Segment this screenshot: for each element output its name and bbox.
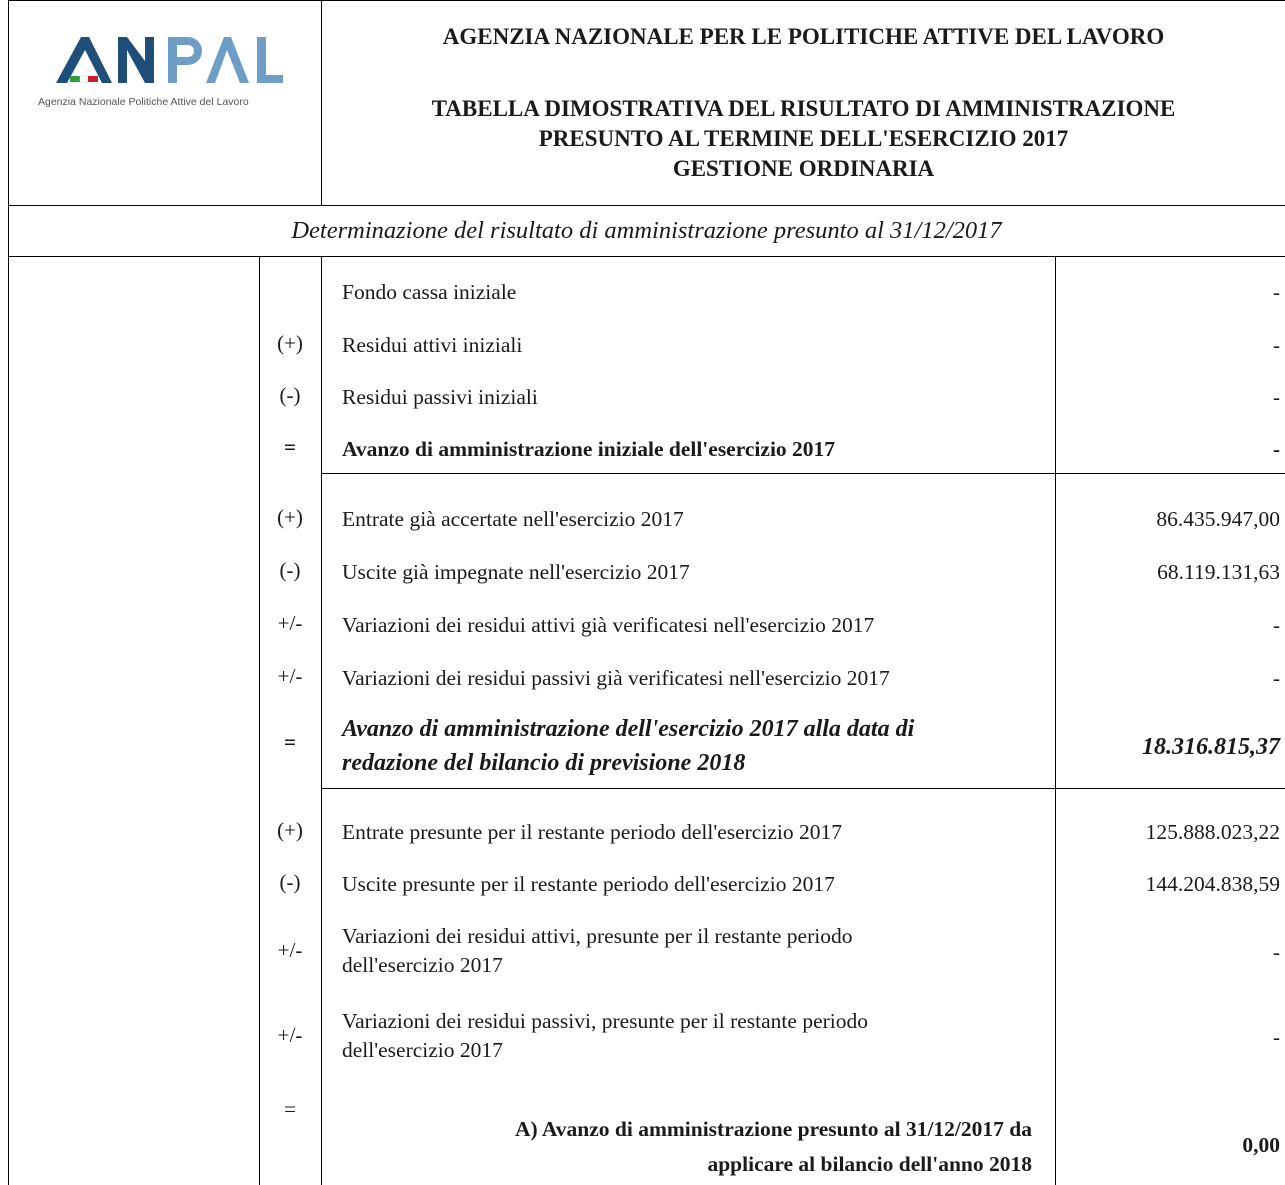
row-label: Fondo cassa iniziale [342, 280, 517, 304]
row-sign: (+) [277, 505, 303, 529]
title-line-1: TABELLA DIMOSTRATIVA DEL RISULTATO DI AMMINISTRAZIONE [431, 96, 1176, 121]
row-value: - [1272, 613, 1280, 637]
row-value: - [1272, 1025, 1280, 1049]
row-sign: = [284, 435, 296, 459]
row-label-line: redazione del bilancio di previsione 2018 [342, 750, 746, 776]
row-label: Residui passivi iniziali [342, 385, 538, 409]
header-bottom-rule [8, 205, 1285, 206]
title-line-2: PRESUNTO AL TERMINE DELL'ESERCIZIO 2017 [538, 126, 1069, 151]
row-label-line: dell'esercizio 2017 [342, 1038, 503, 1062]
row-label: Entrate già accertate nell'esercizio 2017 [342, 507, 684, 531]
row-value: 144.204.838,59 [1145, 872, 1280, 896]
logo-subtitle: Agenzia Nazionale Politiche Attive del Lavoro [38, 96, 249, 108]
row-sign: = [284, 730, 296, 754]
row-label: Uscite già impegnate nell'esercizio 2017 [342, 560, 690, 584]
row-label: Entrate presunte per il restante periodo dell'esercizio 2017 [342, 820, 842, 844]
row-sign: (+) [277, 331, 303, 355]
row-label [342, 922, 1042, 980]
row-label [342, 1007, 1042, 1065]
row-sign: (+) [277, 818, 303, 842]
row-label-line: A) Avanzo di amministrazione presunto al 31/12/2017 da [514, 1117, 1032, 1141]
table-title [322, 94, 1285, 184]
row-sign: (-) [279, 870, 301, 894]
title-line-3: GESTIONE ORDINARIA [672, 156, 935, 181]
sign-col-right-rule [321, 256, 322, 1185]
row-label: Variazioni dei residui passivi già verificatesi nell'esercizio 2017 [342, 666, 890, 690]
row-sign: = [284, 1097, 296, 1121]
row-value: 125.888.023,22 [1145, 820, 1280, 844]
row-label [342, 712, 1042, 780]
row-sign: +/- [277, 1023, 303, 1047]
anpal-logo [8, 0, 321, 205]
row-label-line: Variazioni dei residui passivi, presunte per il restante periodo [342, 1009, 868, 1033]
row-value: - [1272, 940, 1280, 964]
row-value: - [1272, 437, 1280, 461]
row-value: - [1272, 280, 1280, 304]
row-label-line: applicare al bilancio dell'anno 2018 [707, 1152, 1032, 1176]
row-value: 0,00 [1242, 1133, 1280, 1157]
row-label [342, 1112, 1032, 1182]
row-label-line: Variazioni dei residui attivi, presunte per il restante periodo [342, 924, 853, 948]
section-rule-1 [321, 473, 1285, 474]
row-label: Residui attivi iniziali [342, 333, 523, 357]
row-value: 68.119.131,63 [1157, 560, 1280, 584]
row-label: Uscite presunte per il restante periodo dell'esercizio 2017 [342, 872, 835, 896]
row-sign: (-) [279, 558, 301, 582]
section-subtitle: Determinazione del risultato di amministrazione presunto al 31/12/2017 [291, 217, 1002, 244]
row-value: - [1272, 666, 1280, 690]
row-value: - [1272, 333, 1280, 357]
row-sign: +/- [277, 611, 303, 635]
row-label-line: Avanzo di amministrazione dell'esercizio 2017 alla data di [342, 716, 915, 742]
row-sign: +/- [277, 938, 303, 962]
agency-name: AGENZIA NAZIONALE PER LE POLITICHE ATTIVE DEL LAVORO [442, 24, 1165, 49]
subtitle-bottom-rule [8, 256, 1285, 257]
row-label: Variazioni dei residui attivi già verificatesi nell'esercizio 2017 [342, 613, 875, 637]
row-sign: (-) [279, 383, 301, 407]
row-value: - [1272, 385, 1280, 409]
row-value: 18.316.815,37 [1142, 734, 1280, 760]
row-label: Avanzo di amministrazione iniziale dell'esercizio 2017 [342, 437, 836, 461]
row-value: 86.435.947,00 [1156, 507, 1280, 531]
row-label-line: dell'esercizio 2017 [342, 953, 503, 977]
section-rule-2 [321, 788, 1285, 789]
row-sign: +/- [277, 664, 303, 688]
